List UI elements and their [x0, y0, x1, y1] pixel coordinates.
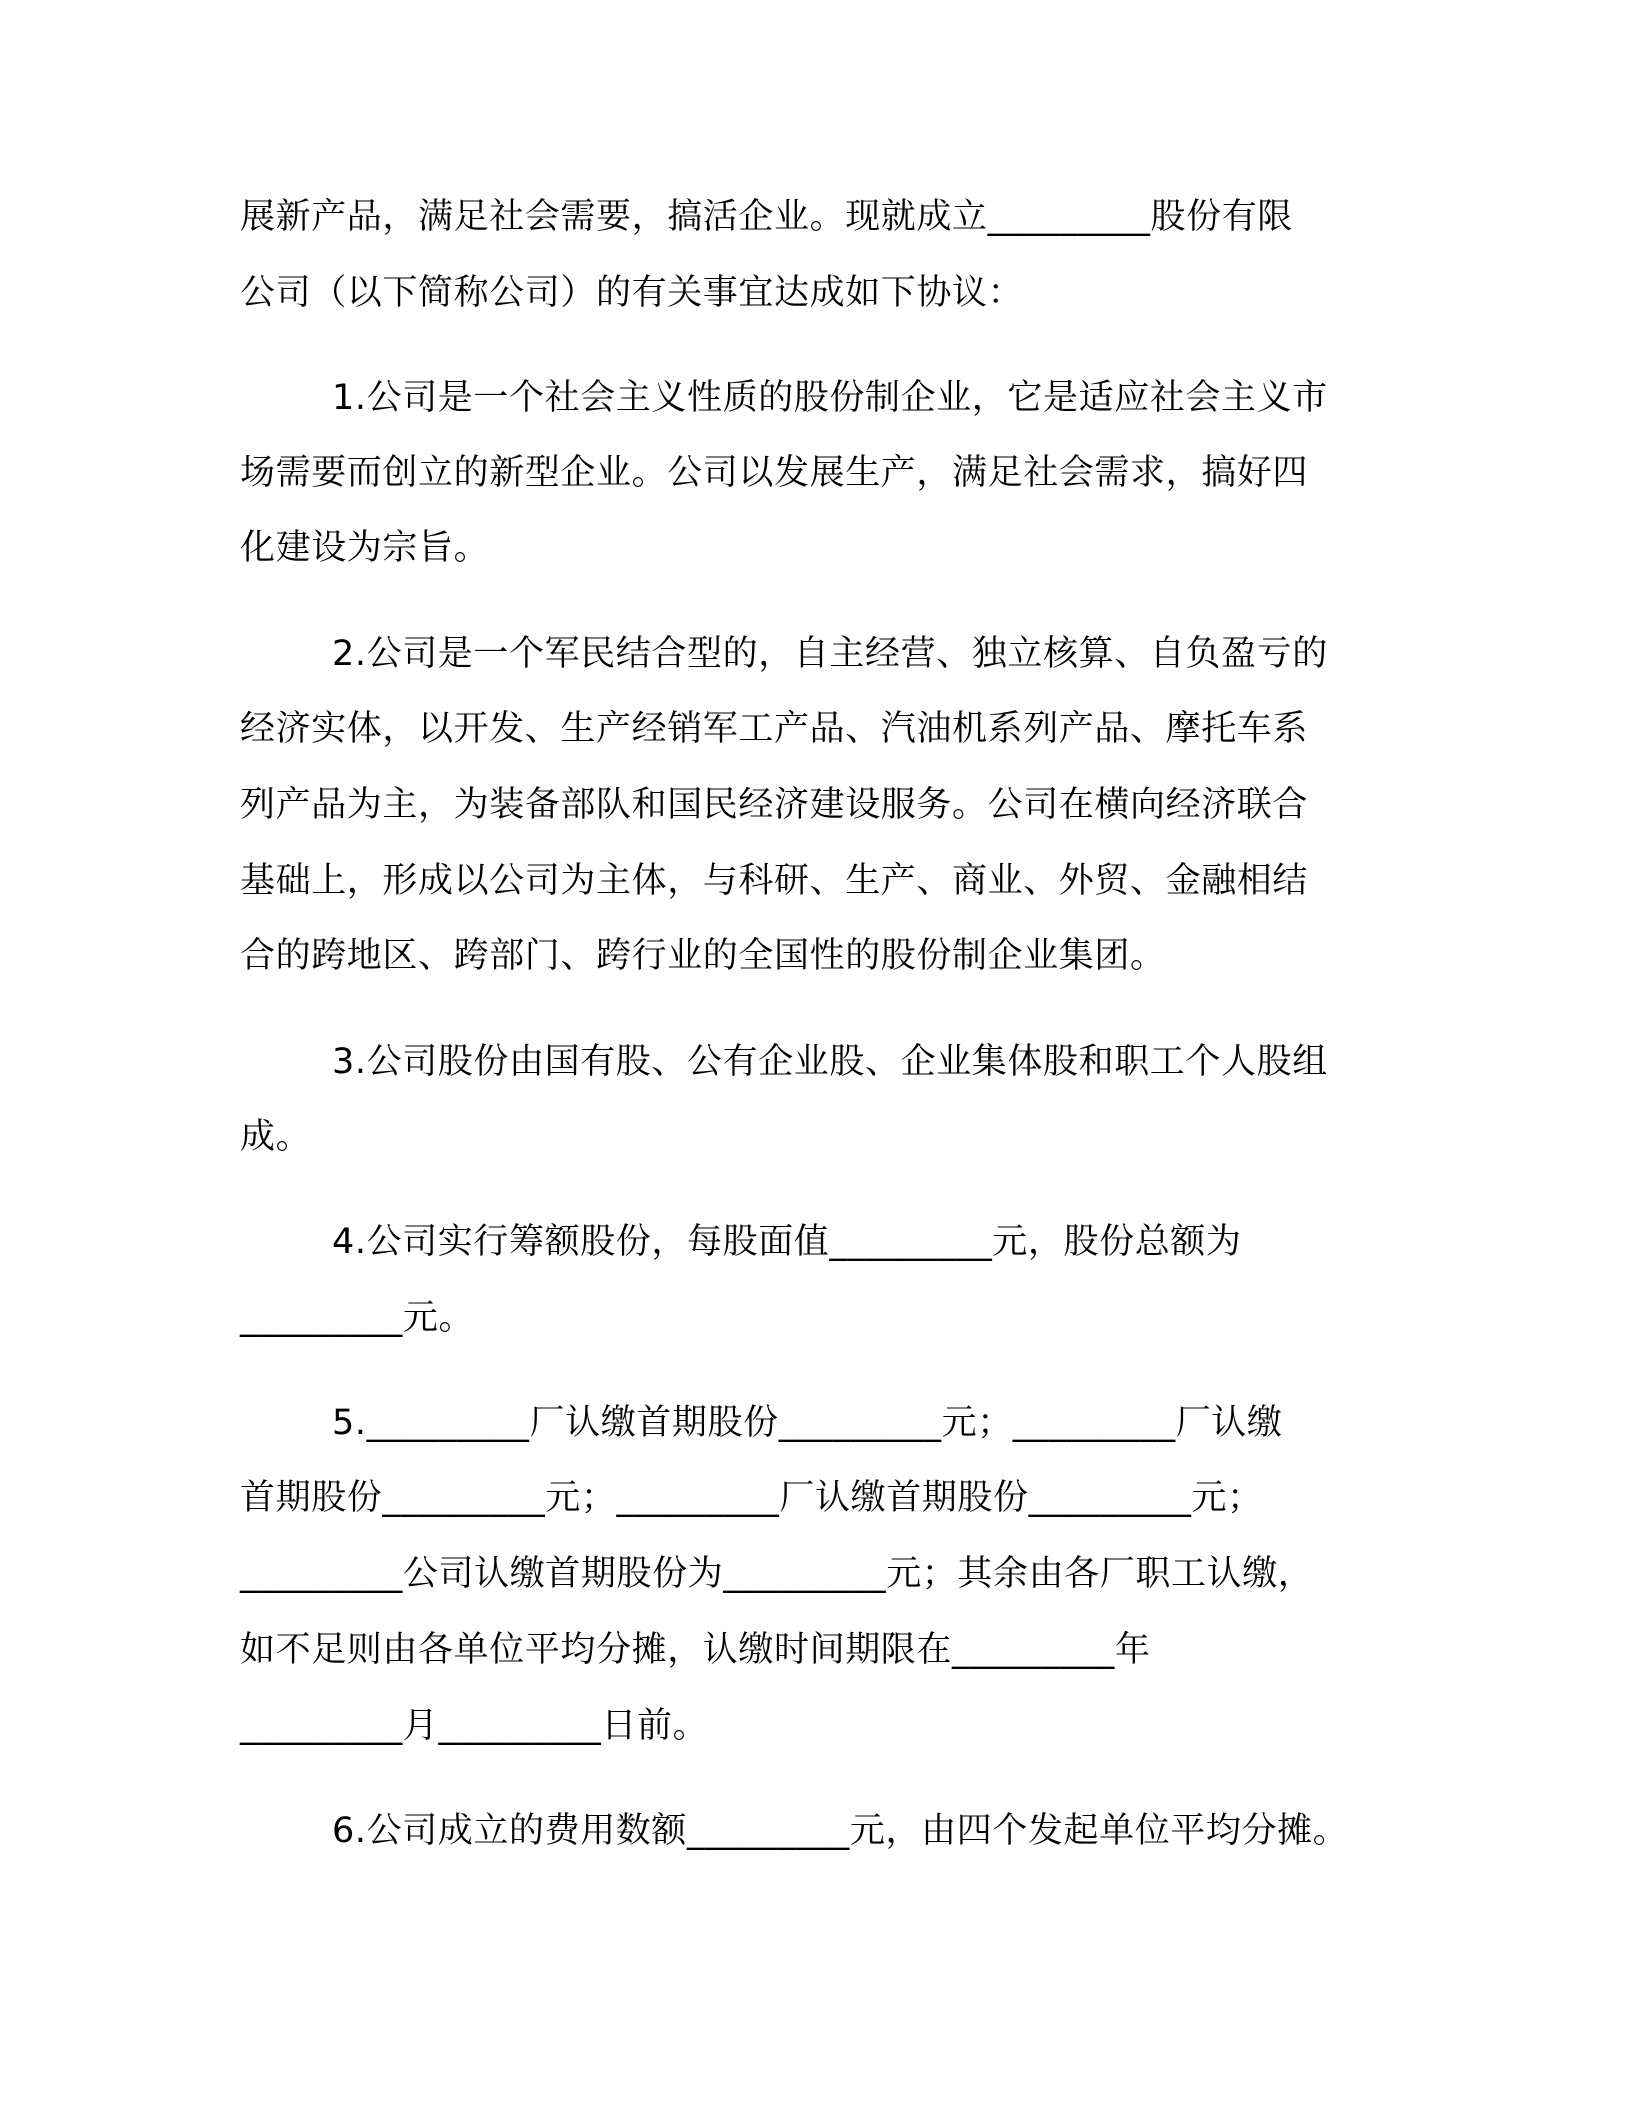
- text-line: _________月_________日前。: [240, 1706, 709, 1746]
- paragraph-4-line: 4.公司实行筹额股份，每股面值_________元，股份总额为: [332, 1222, 1242, 1262]
- text-line: 场需要而创立的新型企业。公司以发展生产，满足社会需求，搞好四: [240, 453, 1309, 493]
- text-line: 成。: [240, 1117, 312, 1157]
- paragraph-6-line: 6.公司成立的费用数额_________元，由四个发起单位平均分摊。: [332, 1811, 1349, 1851]
- text-line: 如不足则由各单位平均分摊，认缴时间期限在_________年: [240, 1630, 1151, 1670]
- text-line: 合的跨地区、跨部门、跨行业的全国性的股份制企业集团。: [240, 936, 1166, 976]
- paragraph-3-line: 3.公司股份由国有股、公有企业股、企业集体股和职工个人股组: [332, 1042, 1328, 1082]
- paragraph-2-line: 2.公司是一个军民结合型的，自主经营、独立核算、自负盈亏的: [332, 634, 1328, 674]
- text-line: 首期股份_________元；_________厂认缴首期股份_________元；: [240, 1478, 1263, 1518]
- paragraph-1-line: 1.公司是一个社会主义性质的股份制企业，它是适应社会主义市: [332, 378, 1328, 418]
- paragraph-5-line: 5._________厂认缴首期股份_________元；_________厂认缴: [332, 1403, 1283, 1443]
- text-line: _________元。: [240, 1298, 475, 1338]
- text-line: 列产品为主，为装备部队和国民经济建设服务。公司在横向经济联合: [240, 785, 1309, 825]
- text-line: 经济实体，以开发、生产经销军工产品、汽油机系列产品、摩托车系: [240, 709, 1309, 749]
- text-line: 展新产品，满足社会需要，搞活企业。现就成立_________股份有限: [240, 197, 1293, 237]
- text-line: 基础上，形成以公司为主体，与科研、生产、商业、外贸、金融相结: [240, 861, 1309, 901]
- text-line: _________公司认缴首期股份为_________元；其余由各厂职工认缴，: [240, 1554, 1314, 1594]
- text-line: 化建设为宗旨。: [240, 528, 490, 568]
- text-line: 公司（以下简称公司）的有关事宜达成如下协议：: [240, 273, 1024, 313]
